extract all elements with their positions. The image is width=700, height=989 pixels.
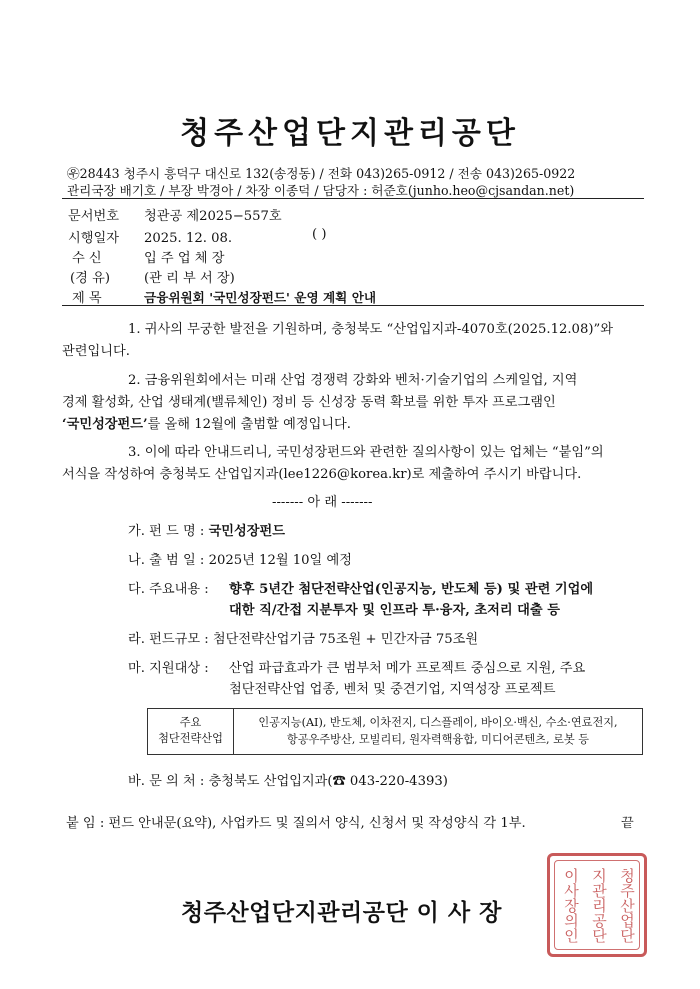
item-launch-date	[128, 549, 352, 568]
table-content-cell	[234, 709, 642, 754]
item-fund-size-label: 라. 펀드규모 :	[128, 632, 209, 647]
item-main-content-label: 다. 주요내용 :	[128, 582, 209, 597]
table-header-line-1: 주요	[179, 716, 202, 729]
table-content-line-2: 항공우주방산, 모빌리티, 원자력핵융합, 미디어콘텐츠, 로봇 등	[286, 733, 590, 746]
recipient-value: 입 주 업 체 장	[144, 251, 225, 266]
item-fund-size-value: 첨단전략산업기금 75조원 + 민간자금 75조원	[212, 632, 479, 647]
item-fund-name-label: 가. 펀 드 명 :	[128, 524, 205, 539]
item-fund-name	[128, 520, 285, 539]
via-row	[70, 267, 235, 286]
paragraph-3-line-1: 3. 이에 따라 안내드리니, 국민성장펀드와 관련한 질의사항이 있는 업체는 “붙임”의	[128, 445, 604, 460]
paragraph-2-line-2: 경제 활성화, 산업 생태계(밸류체인) 정비 등 신성장 동력 확보를 위한 투자 프로그램인	[62, 395, 556, 410]
subject-row	[72, 287, 376, 306]
signature-line: 청주산업단지관리공단 이 사 장	[181, 900, 502, 926]
doc-number-row	[68, 205, 282, 224]
paragraph-1-line-2: 관련입니다.	[62, 344, 130, 359]
staff-line: 관리국장 배기호 / 부장 박경아 / 차장 이종덕 / 담당자 : 허준호(junho.heo@cjsandan.net)	[67, 183, 575, 198]
table-content-line-1: 인공지능(AI), 반도체, 이차전지, 디스플레이, 바이오·백신, 수소·연료전지,	[258, 716, 618, 729]
table-header-line-2: 첨단전략산업	[158, 732, 223, 745]
date-parenthesis: ( )	[312, 227, 327, 242]
item-fund-size	[128, 628, 478, 647]
paragraph-2-line-3-rest: 를 올해 12월에 출범할 예정입니다.	[147, 417, 351, 432]
doc-number-label: 문서번호	[68, 209, 119, 224]
fund-name-emphasis: ‘국민성장펀드’	[62, 417, 148, 432]
attachment-end-mark: 끝	[621, 816, 634, 831]
organization-title: 청주산업단지관리공단	[180, 116, 520, 151]
date-value: 2025. 12. 08.	[144, 231, 233, 246]
seal-text-column-1: 청주산업단	[618, 868, 636, 943]
subject-value: 금융위원회 '국민성장펀드' 운영 계획 안내	[144, 290, 377, 305]
attachment-row	[66, 812, 526, 831]
item-target-line-2: 첨단전략산업 업종, 벤처 및 중견기업, 지역성장 프로젝트	[229, 682, 556, 697]
attachment-label: 붙 임 :	[66, 816, 105, 831]
doc-number-value: 청관공 제2025−557호	[144, 209, 282, 224]
via-value: (관 리 부 서 장)	[144, 271, 235, 286]
paragraph-2-line-3	[62, 413, 351, 432]
subject-label: 제 목	[72, 291, 102, 306]
item-launch-date-value: 2025년 12월 10일 예정	[208, 553, 352, 568]
seal-text-column-2: 지관리공단	[590, 868, 608, 943]
table-header-cell	[148, 709, 234, 754]
item-main-content-line-2: 대한 직/간접 지분투자 및 인프라 투·융자, 초저리 대출 등	[229, 603, 560, 618]
below-heading: ------- 아 래 -------	[272, 495, 373, 510]
item-target-label: 마. 지원대상 :	[128, 661, 209, 676]
header-top-rule	[62, 198, 644, 199]
item-contact-value: 충청북도 산업입지과(☎ 043-220-4393)	[208, 774, 448, 789]
address-line: ㉾28443 청주시 흥덕구 대신로 132(송정동) / 전화 043)265-0912 / 전송 043)265-0922	[67, 166, 576, 181]
item-target-line-1: 산업 파급효과가 큰 범부처 메가 프로젝트 중심으로 지원, 주요	[229, 661, 586, 676]
subject-bottom-rule	[62, 305, 644, 306]
strategic-industries-table	[147, 708, 643, 755]
recipient-label: 수 신	[72, 251, 102, 266]
paragraph-3-line-2: 서식을 작성하여 충청북도 산업입지과(lee1226@korea.kr)로 제출하여 주시기 바랍니다.	[62, 467, 582, 482]
date-row	[68, 227, 232, 246]
item-contact	[128, 770, 448, 789]
paragraph-2-line-1: 2. 금융위원회에서는 미래 산업 경쟁력 강화와 벤처·기술기업의 스케일업, 지역	[128, 373, 578, 388]
item-main-content-line-1: 향후 5년간 첨단전략산업(인공지능, 반도체 등) 및 관련 기업에	[229, 582, 594, 597]
item-launch-date-label: 나. 출 범 일 :	[128, 553, 205, 568]
paragraph-1-line-1: 1. 귀사의 무궁한 발전을 기원하며, 충청북도 “산업입지과-4070호(2025.12.08)”와	[128, 322, 613, 337]
attachment-value: 펀드 안내문(요약), 사업카드 및 질의서 양식, 신청서 및 작성양식 각 1부.	[108, 816, 526, 831]
item-fund-name-value: 국민성장펀드	[208, 524, 285, 539]
via-label: (경 유)	[70, 271, 110, 286]
item-contact-label: 바. 문 의 처 :	[128, 774, 205, 789]
seal-text-column-3: 이사장의인	[562, 868, 580, 943]
official-seal-stamp	[547, 853, 647, 957]
recipient-row	[72, 247, 224, 266]
date-label: 시행일자	[68, 231, 119, 246]
